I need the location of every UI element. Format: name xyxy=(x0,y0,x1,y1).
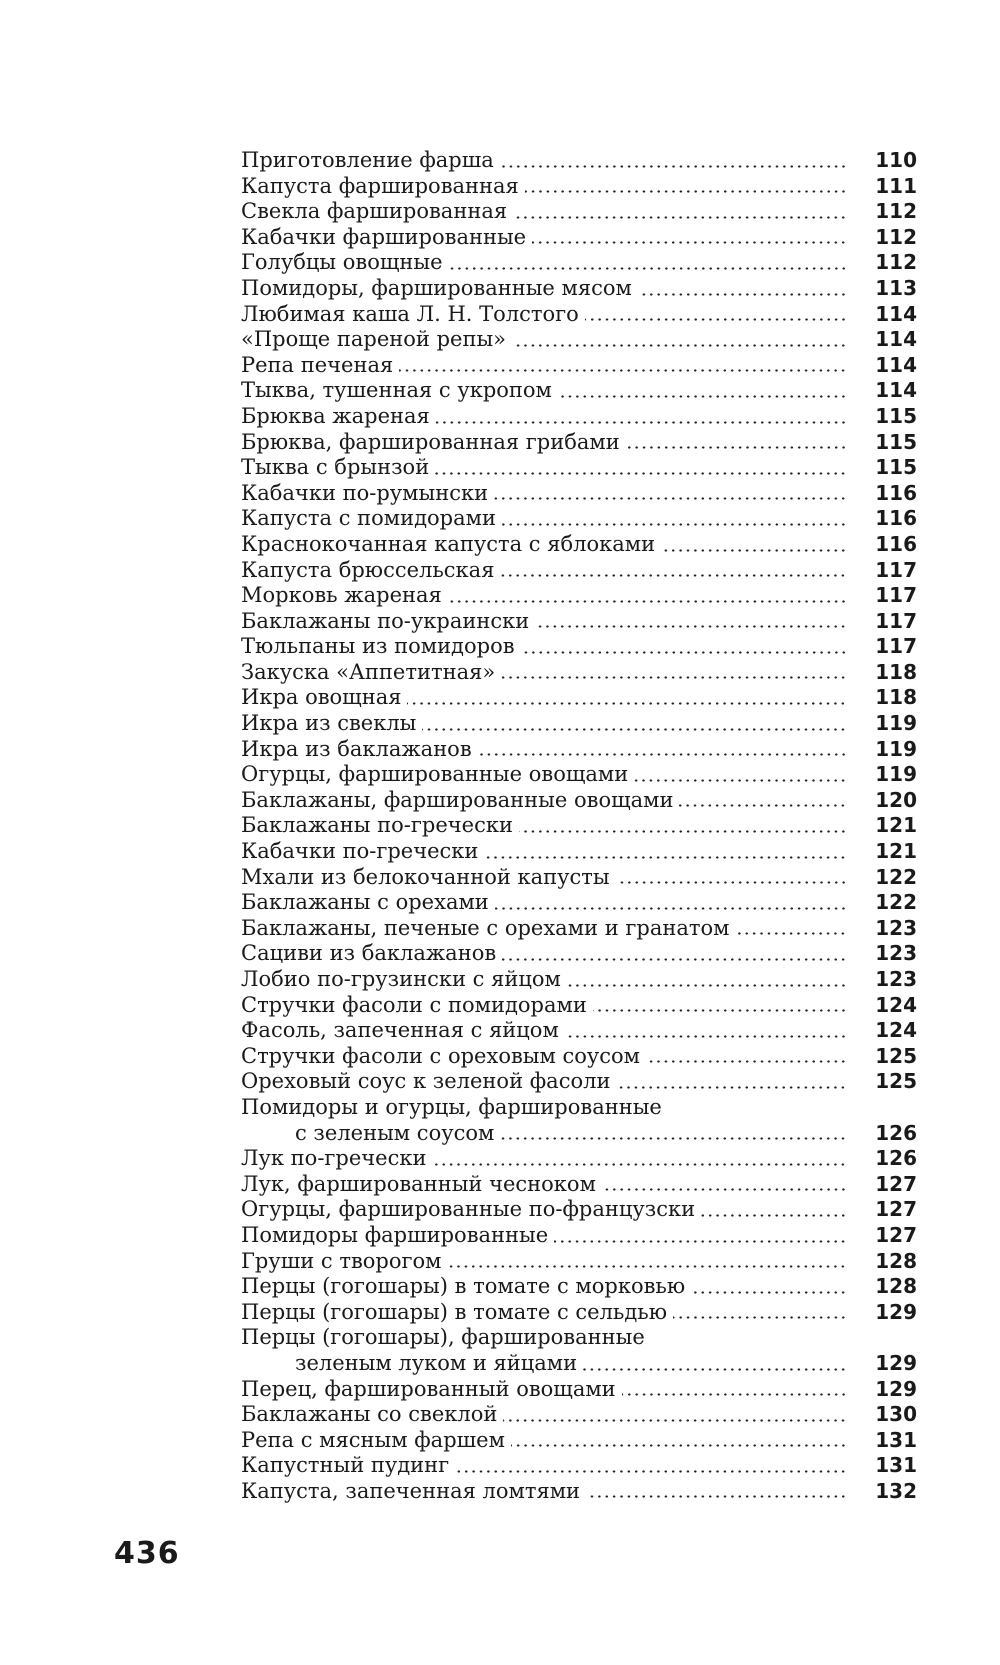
toc-entry-page: 114 xyxy=(875,327,917,352)
toc-entry-page: 115 xyxy=(875,403,917,428)
toc-entry-title: Морковь жареная xyxy=(241,583,442,608)
toc-entry xyxy=(241,327,917,353)
toc-entry-page: 112 xyxy=(875,250,917,275)
toc-entry xyxy=(241,609,917,635)
dot-leader xyxy=(484,856,847,859)
toc-entry xyxy=(241,941,917,967)
toc-entry xyxy=(241,1300,917,1326)
page-number: 436 xyxy=(114,1536,180,1571)
toc-entry-title: Капустный пудинг xyxy=(241,1453,450,1478)
toc-entry-page: 116 xyxy=(875,506,917,531)
toc-entry xyxy=(241,967,917,993)
toc-entry-title: Капуста брюссельская xyxy=(241,557,495,582)
toc-entry xyxy=(241,813,917,839)
toc-entry-title: Капуста, запеченная ломтями xyxy=(241,1478,581,1503)
dot-leader xyxy=(478,753,847,756)
toc-entry xyxy=(241,276,917,302)
toc-entry xyxy=(241,1172,917,1198)
toc-entry-page: 118 xyxy=(875,685,917,710)
toc-entry xyxy=(241,199,917,225)
toc-entry-page: 112 xyxy=(875,224,917,249)
toc-entry xyxy=(241,890,917,916)
toc-entry-page: 127 xyxy=(875,1171,917,1196)
toc-entry xyxy=(241,174,917,200)
toc-entry-title: Кабачки фаршированные xyxy=(241,224,527,249)
dot-leader xyxy=(512,344,847,347)
dot-leader xyxy=(593,1009,847,1012)
toc-entry xyxy=(241,558,917,584)
toc-entry-title: Мхали из белокочанной капусты xyxy=(241,864,610,889)
toc-entry-page: 121 xyxy=(875,813,917,838)
toc-entry-page: 121 xyxy=(875,839,917,864)
toc-entry-page: 119 xyxy=(875,762,917,787)
toc-entry-title: Приготовление фарша xyxy=(241,148,494,172)
toc-entry-title: Голубцы овощные xyxy=(241,250,443,275)
toc-entry-title: Сациви из баклажанов xyxy=(241,941,497,966)
dot-leader xyxy=(691,1291,847,1294)
toc-entry-title: Лобио по-грузински с яйцом xyxy=(241,967,561,991)
toc-entry-page: 117 xyxy=(875,608,917,633)
toc-entry-page: 129 xyxy=(875,1299,917,1324)
toc-entry-page: 124 xyxy=(875,1018,917,1043)
toc-entry-title: Брюква жареная xyxy=(241,403,430,428)
toc-entry-title: Баклажаны, печеные с орехами и гранатом xyxy=(241,915,730,940)
dot-leader xyxy=(565,1035,847,1038)
toc-entry-title: Тюльпаны из помидоров xyxy=(241,634,515,659)
toc-entry-title: Огурцы, фаршированные овощами xyxy=(241,762,629,787)
toc-entry xyxy=(241,1402,917,1428)
toc-entry-continuation xyxy=(241,1351,917,1377)
toc-entry-page: 123 xyxy=(875,915,917,940)
toc-entry-page: 125 xyxy=(875,1043,917,1068)
toc-entry-title: Огурцы, фаршированные по-французски xyxy=(241,1197,696,1222)
dot-leader xyxy=(422,728,847,731)
toc-entry-page: 129 xyxy=(875,1376,917,1401)
dot-leader xyxy=(399,369,847,372)
dot-leader xyxy=(407,702,847,705)
dot-leader xyxy=(513,216,847,219)
toc-entry xyxy=(241,1018,917,1044)
toc-entry xyxy=(241,711,917,737)
toc-entry xyxy=(241,839,917,865)
toc-entry-title: Свекла фаршированная xyxy=(241,199,508,224)
toc-entry-page: 126 xyxy=(875,1120,917,1145)
toc-entry xyxy=(241,378,917,404)
toc-entry xyxy=(241,506,917,532)
toc-entry-page: 120 xyxy=(875,787,917,812)
toc-entry xyxy=(241,430,917,456)
dot-leader xyxy=(519,830,847,833)
dot-leader xyxy=(535,625,847,628)
toc-entry xyxy=(241,1428,917,1454)
toc-entry-title: Ореховый соус к зеленой фасоли xyxy=(241,1069,611,1094)
dot-leader xyxy=(495,907,847,910)
dot-leader xyxy=(511,1444,847,1447)
toc-entry-title: Перцы (гогошары), фаршированные xyxy=(241,1325,645,1350)
dot-leader xyxy=(558,395,847,398)
toc-entry-title: Баклажаны с орехами xyxy=(241,890,489,915)
toc-entry-title: Лук по-гречески xyxy=(241,1146,427,1171)
dot-leader xyxy=(448,600,847,603)
toc-entry-title: Помидоры фаршированные xyxy=(241,1222,549,1247)
dot-leader xyxy=(638,293,847,296)
toc-entry-title: Брюква, фаршированная грибами xyxy=(241,429,620,454)
toc-entry xyxy=(241,250,917,276)
dot-leader xyxy=(602,1188,847,1191)
dot-leader xyxy=(436,421,847,424)
toc-entry-title: Лук, фаршированный чесноком xyxy=(241,1171,596,1196)
toc-entry xyxy=(241,1197,917,1223)
toc-entry xyxy=(241,762,917,788)
toc-entry-title: Икра из баклажанов xyxy=(241,736,472,761)
toc-entry xyxy=(241,583,917,609)
toc-entry-title: Баклажаны, фаршированные овощами xyxy=(241,787,674,812)
toc-entry-page: 125 xyxy=(875,1069,917,1094)
toc-entry xyxy=(241,1146,917,1172)
toc-entry xyxy=(241,532,917,558)
toc-entry-title: Икра овощная xyxy=(241,685,402,710)
dot-leader xyxy=(626,446,847,449)
dot-leader xyxy=(567,984,847,987)
toc-entry-title: Краснокочанная капуста с яблоками xyxy=(241,531,656,556)
toc-entry xyxy=(241,1377,917,1403)
dot-leader xyxy=(502,958,847,961)
dot-leader xyxy=(502,523,847,526)
toc-entry-page: 122 xyxy=(875,864,917,889)
toc-entry-page: 111 xyxy=(875,173,917,198)
toc-entry-title: Капуста фаршированная xyxy=(241,173,519,198)
toc-entry-page: 129 xyxy=(875,1350,917,1375)
toc-entry-title: Баклажаны по-гречески xyxy=(241,813,513,838)
dot-leader xyxy=(616,1086,847,1089)
toc-entry-title: Кабачки по-гречески xyxy=(241,839,479,864)
toc-entry-continuation-text: зеленым луком и яйцами xyxy=(295,1350,578,1375)
toc-entry xyxy=(241,455,917,481)
toc-entry-page: 115 xyxy=(875,429,917,454)
toc-entry-page: 122 xyxy=(875,890,917,915)
toc-entry xyxy=(241,737,917,763)
dot-leader xyxy=(673,1316,847,1319)
toc-entry-page: 127 xyxy=(875,1222,917,1247)
toc-entry-title: Любимая каша Л. Н. Толстого xyxy=(241,301,579,326)
toc-entry xyxy=(241,1274,917,1300)
toc-entry-continuation-text: с зеленым соусом xyxy=(295,1120,495,1145)
toc-entry xyxy=(241,916,917,942)
toc-entry-page: 132 xyxy=(875,1478,917,1503)
toc-entry-title: Капуста с помидорами xyxy=(241,506,496,531)
toc-entry-title: Репа печеная xyxy=(241,352,394,377)
dot-leader xyxy=(701,1214,847,1217)
toc-entry xyxy=(241,634,917,660)
dot-leader xyxy=(661,549,847,552)
toc-entry-page: 116 xyxy=(875,480,917,505)
toc-entry-title: Баклажаны со свеклой xyxy=(241,1402,498,1427)
dot-leader xyxy=(447,1265,847,1268)
toc-entry xyxy=(241,788,917,814)
dot-leader xyxy=(501,676,847,679)
toc-entry-page: 124 xyxy=(875,992,917,1017)
dot-leader xyxy=(500,574,847,577)
dot-leader xyxy=(435,472,847,475)
toc-entry-title: Груши с творогом xyxy=(241,1248,442,1273)
toc-entry-title: Стручки фасоли с помидорами xyxy=(241,992,587,1017)
dot-leader xyxy=(532,241,847,244)
toc-entry-page: 114 xyxy=(875,352,917,377)
toc-entry xyxy=(241,225,917,251)
toc-entry xyxy=(241,1479,917,1505)
toc-entry xyxy=(241,481,917,507)
dot-leader xyxy=(525,190,847,193)
toc-entry-title: Закуска «Аппетитная» xyxy=(241,659,496,684)
dot-leader xyxy=(500,165,847,168)
toc-entry-title: Перец, фаршированный овощами xyxy=(241,1376,616,1401)
toc-entry xyxy=(241,685,917,711)
toc-entry xyxy=(241,1249,917,1275)
toc-entry xyxy=(241,1095,917,1121)
toc-entry xyxy=(241,302,917,328)
toc-entry xyxy=(241,993,917,1019)
toc-entry xyxy=(241,660,917,686)
toc-entry-page: 112 xyxy=(875,199,917,224)
dot-leader xyxy=(679,804,847,807)
dot-leader xyxy=(449,267,847,270)
toc-entry-page: 119 xyxy=(875,711,917,736)
toc-entry-title: Баклажаны по-украински xyxy=(241,608,530,633)
toc-entry-page: 118 xyxy=(875,659,917,684)
toc-entry xyxy=(241,1453,917,1479)
dot-leader xyxy=(616,881,847,884)
toc-entry xyxy=(241,1044,917,1070)
toc-entry-title: Помидоры, фаршированные мясом xyxy=(241,275,632,300)
toc-entry xyxy=(241,865,917,891)
table-of-contents xyxy=(241,148,917,1504)
dot-leader xyxy=(554,1240,847,1243)
toc-entry-page: 126 xyxy=(875,1146,917,1171)
toc-entry-page: 130 xyxy=(875,1402,917,1427)
dot-leader xyxy=(432,1163,847,1166)
toc-entry-title: Тыква с брынзой xyxy=(241,455,430,480)
toc-entry xyxy=(241,404,917,430)
toc-entry-page: 123 xyxy=(875,967,917,991)
toc-entry-page: 123 xyxy=(875,941,917,966)
dot-leader xyxy=(583,1368,847,1371)
dot-leader xyxy=(500,1137,847,1140)
toc-entry-page: 113 xyxy=(875,275,917,300)
dot-leader xyxy=(634,779,847,782)
toc-entry xyxy=(241,148,917,174)
toc-entry xyxy=(241,353,917,379)
toc-entry-title: Перцы (гогошары) в томате с морковью xyxy=(241,1274,686,1299)
dot-leader xyxy=(585,318,847,321)
toc-entry-page: 131 xyxy=(875,1427,917,1452)
toc-entry-page: 131 xyxy=(875,1453,917,1478)
toc-entry-page: 110 xyxy=(875,148,917,172)
toc-entry xyxy=(241,1069,917,1095)
toc-entry xyxy=(241,1325,917,1351)
toc-entry-continuation xyxy=(241,1121,917,1147)
toc-entry-page: 119 xyxy=(875,736,917,761)
toc-entry-title: Фасоль, запеченная с яйцом xyxy=(241,1018,559,1043)
toc-entry-title: «Проще пареной репы» xyxy=(241,327,507,352)
toc-entry-title: Икра из свеклы xyxy=(241,711,417,736)
toc-entry-page: 128 xyxy=(875,1274,917,1299)
toc-entry-title: Перцы (гогошары) в томате с сельдью xyxy=(241,1299,668,1324)
dot-leader xyxy=(521,651,847,654)
toc-entry-title: Репа с мясным фаршем xyxy=(241,1427,505,1452)
toc-entry-page: 117 xyxy=(875,634,917,659)
toc-entry-page: 117 xyxy=(875,557,917,582)
dot-leader xyxy=(455,1470,847,1473)
dot-leader xyxy=(503,1419,847,1422)
toc-entry-title: Кабачки по-румынски xyxy=(241,480,489,505)
dot-leader xyxy=(494,497,847,500)
toc-entry-page: 116 xyxy=(875,531,917,556)
dot-leader xyxy=(735,932,847,935)
toc-entry-title: Стручки фасоли с ореховым соусом xyxy=(241,1043,641,1068)
toc-entry-page: 114 xyxy=(875,301,917,326)
toc-entry-page: 127 xyxy=(875,1197,917,1222)
toc-entry-page: 115 xyxy=(875,455,917,480)
dot-leader xyxy=(622,1393,847,1396)
toc-entry-title: Тыква, тушенная с укропом xyxy=(241,378,552,403)
toc-entry-title: Помидоры и огурцы, фаршированные xyxy=(241,1094,662,1119)
toc-entry-page: 117 xyxy=(875,583,917,608)
toc-entry-page: 128 xyxy=(875,1248,917,1273)
dot-leader xyxy=(586,1495,847,1498)
toc-entry-page: 114 xyxy=(875,378,917,403)
toc-entry xyxy=(241,1223,917,1249)
dot-leader xyxy=(646,1060,847,1063)
